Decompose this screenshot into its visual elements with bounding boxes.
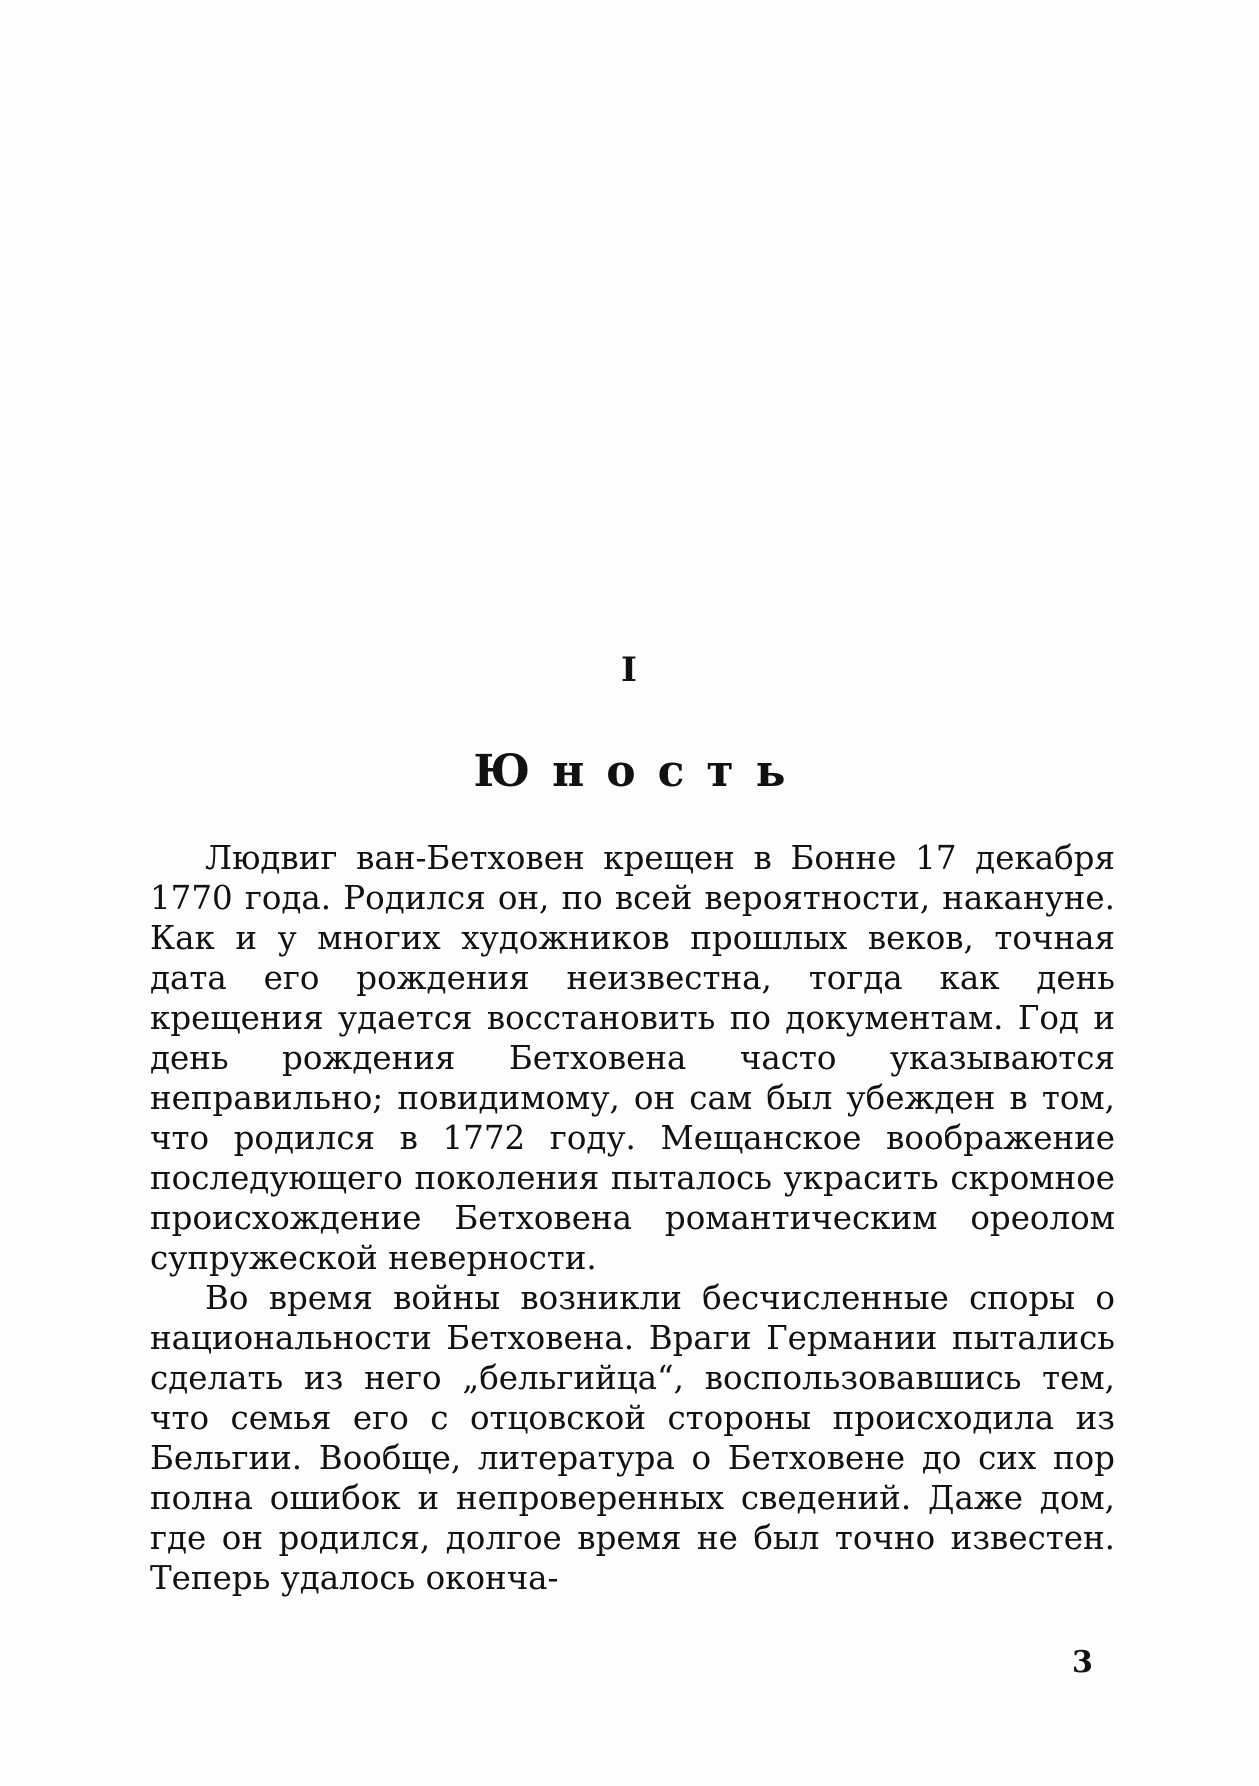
paragraph-2: Во время войны возникли бесчисленные споры о национальности Бетховена. Враги Германии пытались сделать из него „бельгийца“, воспользовавшись тем, что семья его с отцовской стороны происходила из Бельгии. Вообще, литература о Бетховене до сих пор полна ошибок и непроверенных сведений. Даже дом, где он родился, долгое время не был точно известен. Теперь удалось оконча- (150, 1279, 1115, 1597)
paragraph-1: Людвиг ван-Бетховен крещен в Бонне 17 декабря 1770 года. Родился он, по всей вероятности, накануне. Как и у многих художников прошлых веков, точная дата его рождения неизвестна, тогда как день крещения удается восстановить по документам. Год и день рождения Бетховена часто указываются неправильно; повидимому, он сам был убежден в том, что родился в 1772 году. Мещанское воображение последующего поколения пыталось украсить скромное происхождение Бетховена романтическим ореолом супружеской неверности. (150, 839, 1115, 1277)
chapter-number: I (621, 650, 638, 690)
body-text (150, 838, 1115, 1598)
chapter-title: Юность (473, 746, 808, 797)
page-number: 3 (1072, 1645, 1093, 1680)
